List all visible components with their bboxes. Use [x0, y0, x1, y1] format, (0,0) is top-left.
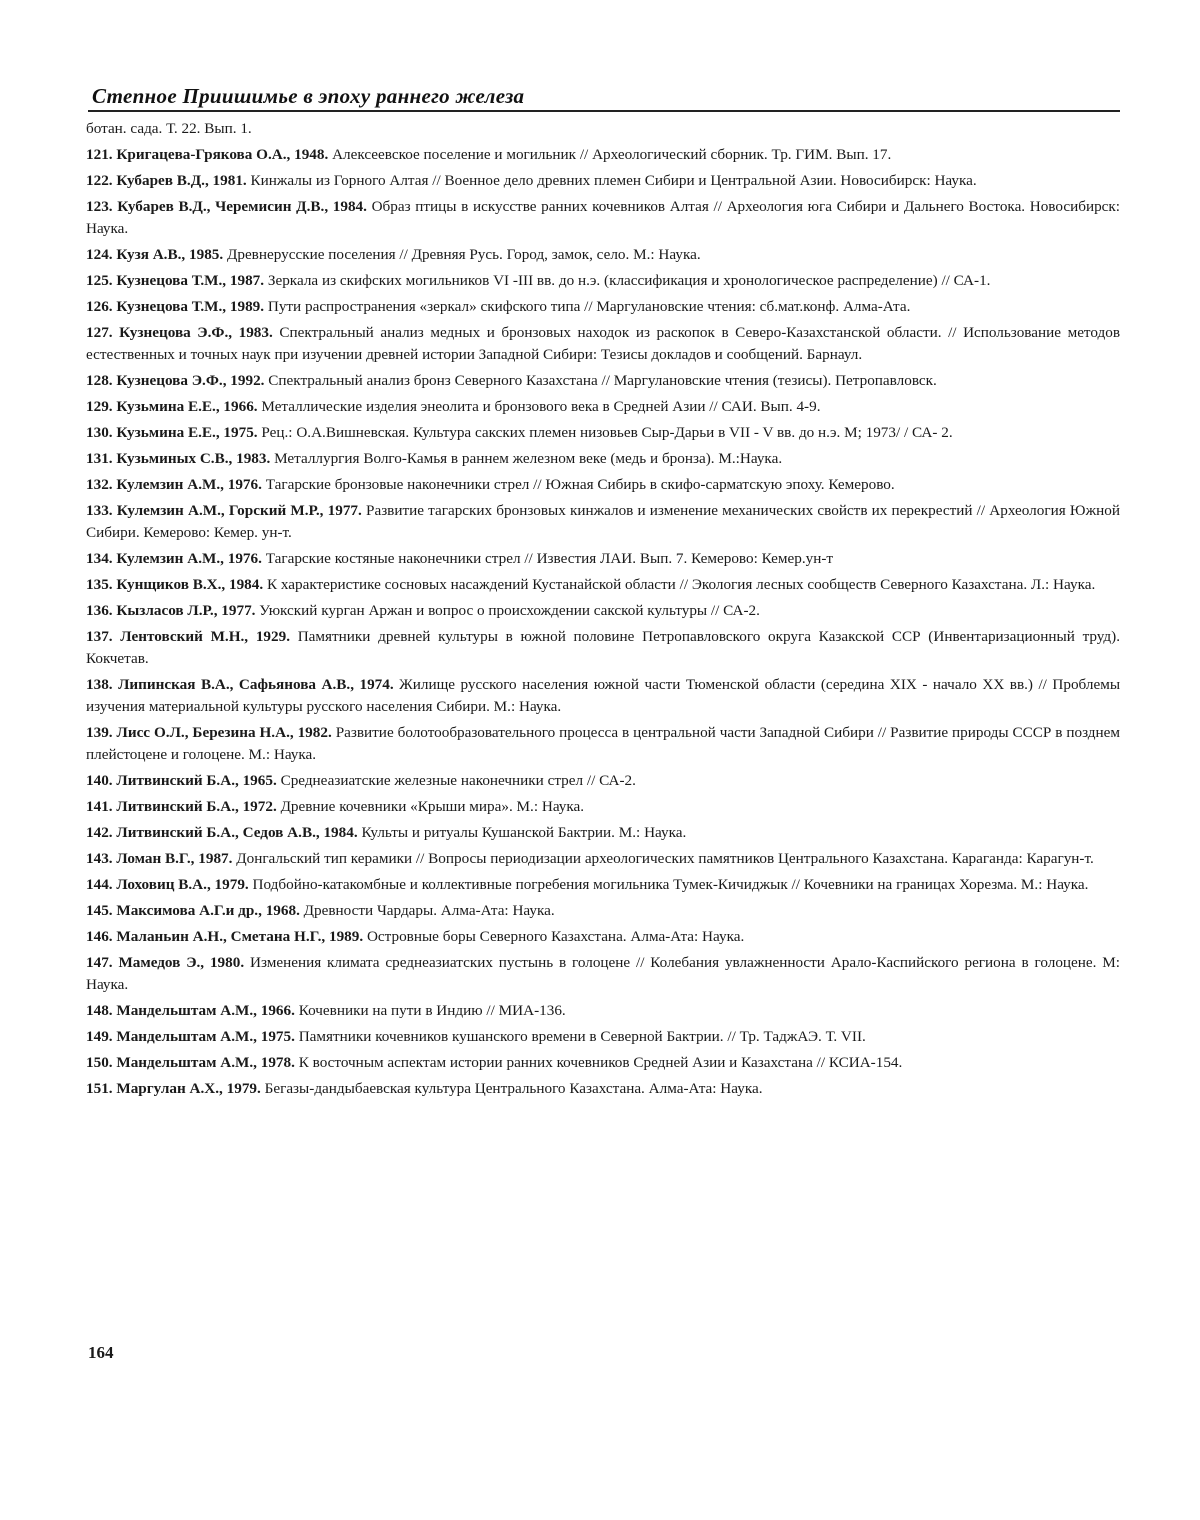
entry-number: 145.	[86, 902, 113, 919]
entry-author: Маргулан А.Х., 1979.	[116, 1080, 261, 1097]
entry-text: Алексеевское поселение и могильник // Археологический сборник. Тр. ГИМ. Вып. 17.	[332, 146, 892, 163]
entry-text: Тагарские бронзовые наконечники стрел // Южная Сибирь в скифо-сарматскую эпоху. Кемерово.	[265, 476, 895, 493]
entry-number: 123.	[86, 198, 113, 215]
entry-author: Маланьин А.Н., Сметана Н.Г., 1989.	[116, 928, 364, 945]
entry-text: Развитие болотообразовательного процесса в центральной части Западной Сибири // Развитие природы СССР в позднем плейстоцене и голоцене. М.: Наука.	[86, 724, 1120, 763]
entry-number: 151.	[86, 1080, 113, 1097]
entry-author: Кулемзин А.М., 1976.	[116, 550, 262, 567]
bibliography-entry	[86, 244, 1120, 266]
entry-author: Кузнецова Т.М., 1987.	[116, 272, 265, 289]
entry-number: 142.	[86, 824, 113, 841]
entry-text: Тагарские костяные наконечники стрел // Известия ЛАИ. Вып. 7. Кемерово: Кемер.ун-т	[265, 550, 834, 567]
bibliography-entry	[86, 674, 1120, 718]
entry-text: Развитие тагарских бронзовых кинжалов и изменение механических свойств их перекрестий // Археология Южной Сибири. Кемерово: Кемер. ун-т.	[86, 502, 1121, 541]
entry-author: Ломан В.Г., 1987.	[116, 850, 233, 867]
entry-text: Подбойно-катакомбные и коллективные погребения могильника Тумек-Кичиджык // Кочевники на границах Хорезма. М.: Наука.	[252, 876, 1089, 893]
entry-number: 143.	[86, 850, 113, 867]
bibliography-entry	[86, 1026, 1120, 1048]
bibliography-entry	[86, 1078, 1120, 1100]
entry-text: Бегазы-дандыбаевская культура Центрального Казахстана. Алма-Ата: Наука.	[264, 1080, 763, 1097]
entry-author: Максимова А.Г.и др., 1968.	[116, 902, 300, 919]
entry-number: 133.	[86, 502, 113, 519]
entry-number: 127.	[86, 324, 113, 341]
entry-number: 149.	[86, 1028, 113, 1045]
entry-text: Металлические изделия энеолита и бронзового века в Средней Азии // САИ. Вып. 4-9.	[261, 398, 821, 415]
entry-author: Кузьмина Е.Е., 1975.	[116, 424, 258, 441]
bibliography-entry	[86, 422, 1120, 444]
entry-author: Кубарев В.Д., 1981.	[116, 172, 247, 189]
entry-number: 147.	[86, 954, 113, 971]
entry-author: Кузнецова Э.Ф., 1983.	[119, 324, 273, 341]
entry-number: 148.	[86, 1002, 113, 1019]
entry-number: 137.	[86, 628, 113, 645]
entry-author: Кызласов Л.Р., 1977.	[116, 602, 256, 619]
entry-text: Пути распространения «зеркал» скифского типа // Маргулановские чтения: сб.мат.конф. Алма-Ата.	[267, 298, 911, 315]
bibliography-entry	[86, 396, 1120, 418]
entry-text: Древние кочевники «Крыши мира». М.: Наука.	[280, 798, 585, 815]
entry-text: Древнерусские поселения // Древняя Русь. Город, замок, село. М.: Наука.	[226, 246, 701, 263]
running-title: Степное Приишимье в эпоху раннего железа	[92, 84, 525, 108]
entry-text: Памятники кочевников кушанского времени в Северной Бактрии. // Тр. ТаджАЭ. Т. VII.	[298, 1028, 866, 1045]
header-rule	[88, 110, 1120, 112]
entry-number: 121.	[86, 146, 113, 163]
bibliography-entry	[86, 270, 1120, 292]
entry-text: Рец.: О.А.Вишневская. Культура сакских племен низовьев Сыр-Дарьи в VII - V вв. до н.э. М; 1973/ / СА- 2.	[261, 424, 953, 441]
bibliography-entry	[86, 796, 1120, 818]
bibliography-entry	[86, 144, 1120, 166]
entry-number: 144.	[86, 876, 113, 893]
entry-author: Мандельштам А.М., 1966.	[116, 1002, 295, 1019]
bibliography-entry	[86, 848, 1120, 870]
entry-text: Кинжалы из Горного Алтая // Военное дело древних племен Сибири и Центральной Азии. Новосибирск: Наука.	[250, 172, 977, 189]
bibliography-entry	[86, 874, 1120, 896]
entry-text: Памятники древней культуры в южной половине Петропавловского округа Казакской ССР (Инвентаризационный труд). Кокчетав.	[86, 628, 1121, 667]
entry-author: Кубарев В.Д., Черемисин Д.В., 1984.	[117, 198, 367, 215]
entry-text: Изменения климата среднеазиатских пустынь в голоцене // Колебания увлажненности Арало-Каспийского региона в голоцене. М: Наука.	[86, 954, 1121, 993]
entry-number: 135.	[86, 576, 113, 593]
entry-text: Жилище русского населения южной части Тюменской области (середина XIX - начало XX вв.) // Проблемы изучения материальной культуры русского населения Сибири. М.: Наука.	[86, 676, 1121, 715]
entry-number: 141.	[86, 798, 113, 815]
entry-author: Кузнецова Э.Ф., 1992.	[116, 372, 265, 389]
entry-text: Образ птицы в искусстве ранних кочевников Алтая // Археология юга Сибири и Дальнего Востока. Новосибирск: Наука.	[86, 198, 1121, 237]
entry-text: Спектральный анализ медных и бронзовых находок из раскопок в Северо-Казахстанской области. // Использование методов естественных и точных наук при изучении древней истории Западной Сибири: Тезисы докладов и сообщений. Барнаул.	[86, 324, 1121, 363]
entry-text: Островные боры Северного Казахстана. Алма-Ата: Наука.	[366, 928, 745, 945]
entry-author: Мандельштам А.М., 1978.	[116, 1054, 295, 1071]
entry-author: Кулемзин А.М., Горский М.Р., 1977.	[116, 502, 362, 519]
entry-author: Литвинский Б.А., 1965.	[116, 772, 277, 789]
bibliography-entry	[86, 500, 1120, 544]
entry-number: 126.	[86, 298, 113, 315]
entry-text: К характеристике сосновых насаждений Кустанайской области // Экология лесных сообществ Северного Казахстана. Л.: Наука.	[266, 576, 1096, 593]
entry-number: 134.	[86, 550, 113, 567]
entry-author: Литвинский Б.А., 1972.	[116, 798, 277, 815]
bibliography-entry	[86, 448, 1120, 470]
bibliography-entry	[86, 322, 1120, 366]
bibliography-entry	[86, 770, 1120, 792]
page-number: 164	[88, 1343, 114, 1362]
entry-author: Литвинский Б.А., Седов А.В., 1984.	[116, 824, 358, 841]
entry-author: Лисс О.Л., Березина Н.А., 1982.	[116, 724, 332, 741]
entry-author: Кузьмина Е.Е., 1966.	[116, 398, 258, 415]
bibliography-entry	[86, 722, 1120, 766]
entry-text: К восточным аспектам истории ранних кочевников Средней Азии и Казахстана // КСИА-154.	[298, 1054, 903, 1071]
entry-number: 139.	[86, 724, 113, 741]
bibliography-entry	[86, 474, 1120, 496]
entry-author: Липинская В.А., Сафьянова А.В., 1974.	[118, 676, 394, 693]
entry-author: Кузнецова Т.М., 1989.	[116, 298, 265, 315]
bibliography-entry	[86, 952, 1120, 996]
entry-number: 150.	[86, 1054, 113, 1071]
entry-number: 122.	[86, 172, 113, 189]
entry-author: Кунщиков В.Х., 1984.	[116, 576, 264, 593]
bibliography-entry	[86, 296, 1120, 318]
bibliography-entry	[86, 822, 1120, 844]
entry-text: Спектральный анализ бронз Северного Казахстана // Маргулановские чтения (тезисы). Петропавловск.	[268, 372, 937, 389]
bibliography-entry	[86, 900, 1120, 922]
bibliography-entry	[86, 574, 1120, 596]
entry-text: Среднеазиатские железные наконечники стрел // СА-2.	[280, 772, 636, 789]
entry-number: 138.	[86, 676, 113, 693]
continuation-line: ботан. сада. Т. 22. Вып. 1.	[86, 120, 252, 137]
bibliography-entry	[86, 196, 1120, 240]
bibliography-entry	[86, 370, 1120, 392]
entry-author: Мандельштам А.М., 1975.	[116, 1028, 295, 1045]
bibliography-entry	[86, 170, 1120, 192]
entry-text: Уюкский курган Аржан и вопрос о происхождении сакской культуры // СА-2.	[259, 602, 760, 619]
bibliography-entry	[86, 600, 1120, 622]
bibliography-list	[86, 118, 1120, 1104]
entry-text: Кочевники на пути в Индию // МИА-136.	[298, 1002, 566, 1019]
bibliography-entry	[86, 1052, 1120, 1074]
entry-text: Древности Чардары. Алма-Ата: Наука.	[303, 902, 555, 919]
bibliography-entry	[86, 626, 1120, 670]
entry-author: Лентовский М.Н., 1929.	[120, 628, 290, 645]
entry-text: Культы и ритуалы Кушанской Бактрии. М.: Наука.	[361, 824, 687, 841]
entry-author: Кулемзин А.М., 1976.	[116, 476, 262, 493]
entry-author: Лоховиц В.А., 1979.	[116, 876, 249, 893]
entry-number: 124.	[86, 246, 113, 263]
entry-author: Кузьминых С.В., 1983.	[116, 450, 271, 467]
entry-number: 131.	[86, 450, 113, 467]
entry-author: Кригацева-Грякова О.А., 1948.	[116, 146, 329, 163]
entry-number: 140.	[86, 772, 113, 789]
entry-number: 146.	[86, 928, 113, 945]
entry-author: Кузя А.В., 1985.	[116, 246, 224, 263]
entry-text: Зеркала из скифских могильников VI -III вв. до н.э. (классификация и хронологическое распределение) // СА-1.	[267, 272, 991, 289]
bibliography-entry	[86, 1000, 1120, 1022]
running-header	[88, 84, 1120, 112]
entry-number: 132.	[86, 476, 113, 493]
entry-number: 128.	[86, 372, 113, 389]
entry-text: Металлургия Волго-Камья в раннем железном веке (медь и бронза). М.:Наука.	[274, 450, 783, 467]
entry-number: 136.	[86, 602, 113, 619]
bibliography-entry	[86, 926, 1120, 948]
entry-text: Донгальский тип керамики // Вопросы периодизации археологических памятников Центрального Казахстана. Караганда: Карагун-т.	[236, 850, 1094, 867]
entry-number: 129.	[86, 398, 113, 415]
entry-number: 125.	[86, 272, 113, 289]
bibliography-entry	[86, 548, 1120, 570]
entry-number: 130.	[86, 424, 113, 441]
entry-author: Мамедов Э., 1980.	[118, 954, 245, 971]
